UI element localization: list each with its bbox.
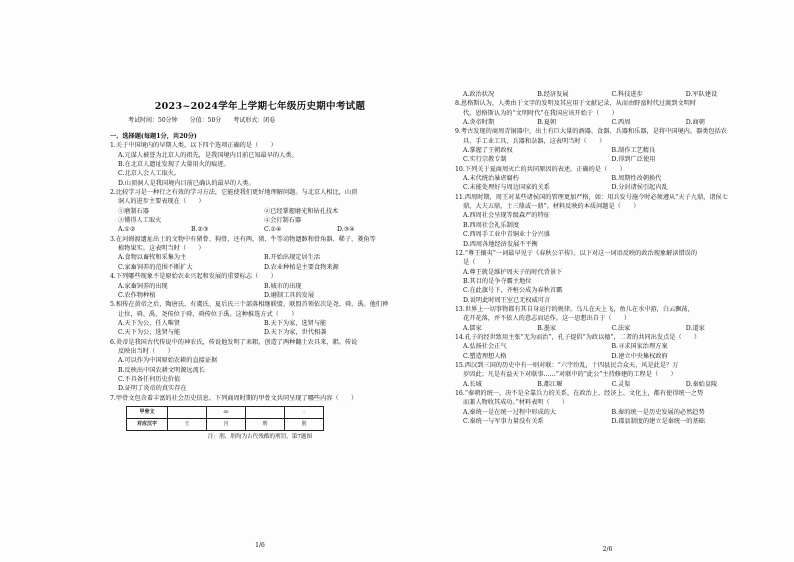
oracle-glyph: ꝏ (207, 406, 246, 418)
answer-option: D.秦始皇陵 (685, 380, 718, 388)
answer-option: C.农作物种植 (118, 291, 156, 299)
option-row (455, 324, 760, 333)
option-row (110, 291, 410, 300)
option-row (110, 328, 410, 337)
answer-option: A.弘扬社会正气 (463, 343, 507, 351)
answer-option: B.经济发展 (537, 91, 569, 98)
answer-option: D.西周各地经济发展不平衡 (463, 240, 538, 248)
oracle-row-head: 甲骨文 (127, 406, 168, 418)
answer-option: ①磨制石器 (118, 207, 149, 215)
option-row (455, 408, 760, 417)
question-list-right (455, 90, 760, 426)
answer-option: ③懂得人工取火 (118, 217, 162, 225)
question-stem: 鼎，大夫五鼎，士三鼎或一鼎”。材料反映的本质问题是（ ） (463, 203, 640, 211)
answer-option: ②已经掌握磨光和钻孔技术 (264, 207, 339, 215)
option-row (455, 118, 760, 127)
answer-option: C.家畜饲养的范围不断扩大 (118, 263, 193, 271)
question-stem: 11.西周时期，周王对某些诸侯国的管理更加严格，如：用兵发号施令时必须遵从“天子九鼎，诸侯七 (455, 193, 728, 201)
answer-option: D.军队建设 (685, 91, 718, 98)
question (110, 300, 410, 337)
option-row (110, 253, 410, 262)
option-row (455, 146, 760, 155)
answer-option: B.寻求国家治理方案 (611, 343, 668, 351)
option-row (110, 225, 410, 234)
answer-option: A.元谋人被誉为北京人的祖先，是我国境内目前已知最早的人类。 (118, 151, 298, 159)
answer-option: C.未能处理好与周边国家的关系 (463, 184, 550, 192)
question (110, 141, 410, 188)
answer-option: B.反映出中国农耕文明源远流长 (118, 366, 205, 374)
answer-option: D.说明此时周王室已无权威可言 (463, 296, 551, 304)
answer-option: C.西周手工业中青铜业十分兴盛 (463, 231, 550, 239)
page-right (455, 90, 760, 554)
answer-option: A.天下为公，任人唯贤 (118, 319, 181, 327)
question (110, 235, 410, 272)
option-row (455, 183, 760, 192)
oracle-glyph (246, 406, 285, 418)
option-row (455, 342, 760, 351)
answer-option: C.西周 (611, 119, 631, 127)
option-row (455, 155, 760, 164)
answer-option: B.其目的是争夺霸主地位 (463, 277, 532, 285)
answer-option: A.掌握了王朝政权 (463, 147, 513, 155)
answer-option: B.②③ (191, 226, 209, 234)
question-stem: 1.关于中国境内的早期人类，以下四个选项正确的是（ ） (110, 142, 277, 150)
answer-option: D.道家 (685, 324, 705, 332)
exam-info: 考试时间：50分钟 分值：50分 考试形式：闭卷 (128, 117, 276, 124)
section-heading: 一、选择题(每题1分，共20分) (110, 133, 197, 140)
question (455, 99, 760, 127)
hanzi-cell: 刑 (246, 418, 285, 430)
answer-option: A.尊王就是维护周天子的时代背景下 (463, 268, 563, 276)
answer-option: A.儒家 (463, 324, 482, 332)
question-stem: 是（ ） (463, 259, 494, 267)
answer-option: A.①② (118, 226, 136, 234)
answer-option: ④会打制石器 (264, 217, 302, 225)
question (455, 249, 760, 305)
question-stem: 10.下列关于夏商周灭亡的共同原因的表述，正确的是（ ） (455, 165, 626, 173)
question (455, 193, 760, 249)
question (110, 272, 410, 300)
answer-option: D.建立中央集权政府 (611, 352, 668, 360)
oracle-bone-table (126, 406, 324, 431)
answer-option: A.末代统治暴虐腐朽 (463, 175, 519, 183)
answer-option: D.得到广泛使用 (611, 156, 656, 164)
exam-title: 2023~2024学年上学期七年级历史期中考试题 (154, 101, 366, 112)
answer-option: A.秦统一是在统一过程中形成的大 (463, 408, 557, 416)
question-stem: 反映出当时（ ） (118, 347, 174, 355)
option-row (110, 207, 410, 216)
oracle-glyph: ∴ (285, 406, 324, 418)
question (455, 305, 760, 333)
question-stem: 而兼人物收其成功。”材料表明（ ） (463, 399, 569, 407)
question (110, 225, 410, 234)
answer-option: C.灵渠 (611, 380, 631, 388)
hanzi-cell: 刖 (285, 418, 324, 430)
answer-option: D.分封诸侯引起内乱 (611, 184, 668, 192)
question (110, 338, 410, 394)
option-row (455, 417, 760, 426)
question-stem: 8.恩格斯认为，人类由于文字的发明及其应用于文献记录，从而由野蛮时代过渡到文明时 (455, 100, 697, 108)
answer-option: A.可以作为中国原始农耕的直接证据 (118, 357, 218, 365)
answer-option: B.开始出现定居生活 (264, 254, 321, 262)
option-row (110, 319, 410, 328)
answer-option: B.制作工艺精良 (611, 147, 656, 155)
question (110, 394, 410, 403)
answer-option: C.法家 (611, 324, 631, 332)
option-row (110, 282, 410, 291)
answer-option: B.城市的出现 (264, 282, 302, 290)
answer-option: C.实行宗教专制 (463, 156, 507, 164)
question-stem: 15.西汉到三国的历史中有一则对联：“六宇纷乱，十四县民合众天，风是此是？万 (455, 361, 679, 369)
answer-option: B.夏朝 (537, 119, 557, 127)
answer-option: B.都江堰 (537, 380, 563, 388)
question-stem: 3.在河姆渡遗址出土的文物中有猪骨、狗骨，还有两、猪、牛等动物遗骸和骨角器、稀子、菱角等 (110, 235, 376, 243)
question-stem: 植物果实。这表明当时（ ） (118, 245, 205, 253)
answer-option: A.食物以畜牧和采集为主 (118, 254, 187, 262)
option-row (455, 380, 760, 389)
answer-option: C.科技进步 (611, 91, 643, 98)
answer-option: D.天下为家，世代相袭 (264, 329, 327, 337)
question-stem: 岁因此；凡是有益天下对联事……”对联中的“此公”主持修建的工程是（ ） (463, 371, 677, 379)
answer-option: D.商朝 (685, 119, 705, 127)
answer-option: D.山顶洞人是我国境内目前已确认的最早的人类。 (118, 179, 255, 187)
answer-option: C.天下为公，选贤与能 (118, 329, 181, 337)
question-stem: 4.下列哪些现象不是原始农业兴起和发展的重要标志（ ） (110, 273, 277, 281)
question (455, 361, 760, 389)
answer-option: A.西周社会呈现等级森严的特征 (463, 212, 550, 220)
answer-option: B.天下为家，选贤与能 (264, 319, 327, 327)
hanzi-cell: 宫 (207, 418, 246, 430)
hanzi-row-head: 对应汉字 (127, 418, 168, 430)
answer-option: B.秦的统一是历史发展的必然趋势 (611, 408, 705, 416)
question-stem: 花开花落，并不依人的意志而运作。这一思想出自于（ ） (463, 315, 631, 323)
answer-option: A.家畜饲养的出现 (118, 282, 168, 290)
page-left (110, 86, 410, 550)
answer-option: B.在北京人遗址发现了大量用火的痕迹。 (118, 161, 230, 169)
page-number: 1/6 (255, 541, 265, 549)
answer-option: A.政治状况 (463, 91, 495, 98)
answer-option: C.①④ (264, 226, 282, 234)
page-number: 2/6 (602, 545, 613, 553)
question (455, 127, 760, 164)
answer-option: C.北京人会人工取火。 (118, 170, 181, 178)
question-stem: 5.相传在黄帝之后，陶唐氏、有虞氏、夏后氏三个部落相继联盟，联盟首领依次是尧、舜、禹。他们禅 (110, 301, 389, 309)
answer-option: A.长城 (463, 380, 482, 388)
answer-option: A.炎帝时期 (463, 119, 495, 127)
question-stem: 9.考古发现的商周青铜器中，出土有巨大量的酒器、食器、兵器和乐器，是将中国境内。器类包括农 (455, 128, 727, 136)
table-caption: 注：刖、刖均为古代残酷的刑罚，第7题图 (207, 433, 313, 440)
option-row (110, 216, 410, 225)
question-stem: 6.炎帝是我国古代传说中的神农氏，传说他发明了耒耜，创造了两种翻土农具来，耜。传说 (110, 338, 358, 346)
answer-option: D.③④ (337, 226, 355, 234)
answer-option: C.秦统一与军事力量没有关系 (463, 418, 544, 426)
question-stem: 14.孔子的经世致用主张“无为而治”，孔子提倡“为政以德”，二者的共同出发点是（ ） (455, 333, 701, 341)
question-stem: 具、手工业工具、兵器和杂器，这表明当时（ ） (463, 137, 606, 145)
oracle-glyph (168, 406, 207, 418)
question (455, 165, 760, 193)
answer-option: C.塑造理想人格 (463, 352, 507, 360)
question-stem: 洞人的进步主要表现在（ ） (118, 198, 205, 206)
answer-option: D.农业种植是主要食物来源 (264, 263, 339, 271)
option-row (110, 263, 410, 272)
answer-option: B.墨家 (537, 324, 557, 332)
question-stem: 16.“秦朝的统一，决不是全靠兵力的关系，在政治上、经济上、文化上，都有使得统一之势 (455, 390, 704, 397)
answer-option: B.周期性改朝换代 (611, 175, 662, 183)
answer-option: D.磨制工具的发展 (264, 291, 315, 299)
option-row (455, 90, 760, 99)
question (455, 389, 760, 426)
answer-option: C.不具备任何历史价值 (118, 375, 181, 383)
question-stem: 代。恩格斯认为的“文明时代”在我国应该开始于（ ） (463, 109, 618, 117)
question-stem: 让位，舜、禹，尧传位于舜，舜传位于禹。这种推选方式（ ） (118, 310, 298, 318)
question (110, 188, 410, 225)
question-stem: 2.比较学习是一种行之有效的学习方法，它能使我们更好地理解问题。与北京人相比，山顶 (110, 189, 358, 197)
option-row (455, 174, 760, 183)
answer-option: D.证明了炎帝的真实存在 (118, 385, 187, 393)
answer-option: B.西周社会礼乐制度 (463, 221, 520, 229)
question-stem: 7.甲骨文包含着丰富的社会历史信息。下列商周时期的甲骨文共同呈现了哪些内容（ ） (110, 394, 358, 402)
question-stem: 13.世界上一切事物都有其自身运行的规律。乌儿在天上飞，鱼儿在水中游，白云飘荡， (455, 305, 694, 313)
answer-option: D.郡县制度的建立是秦统一的基础 (611, 418, 705, 426)
question (455, 90, 760, 99)
answer-option: C.在此旗号下，齐桓公成为春秋首霸 (463, 287, 563, 295)
question-stem: 12.“尊王攘夷”一词最早见于《春秋公羊传》。以下对这一词语反映的政治现象解读错误的 (455, 249, 698, 257)
option-row (455, 352, 760, 361)
hanzi-cell: 王 (168, 418, 207, 430)
question-list-left (110, 141, 410, 403)
question (455, 333, 760, 361)
